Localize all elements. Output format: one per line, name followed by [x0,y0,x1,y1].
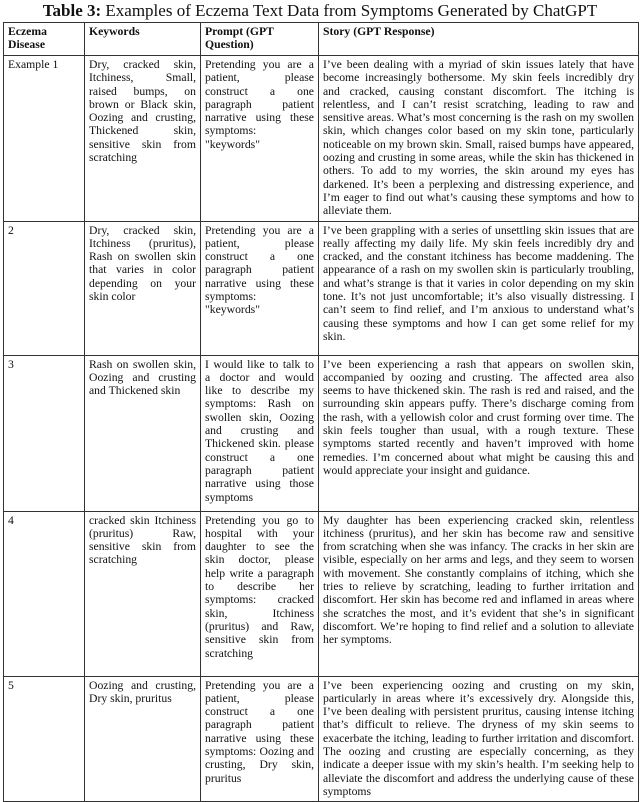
table-row [4,676,639,802]
cell-story: I’ve been experiencing oozing and crusting on my skin, particularly in areas where it’s excessively dry. Alongside this, I’ve been dealing with persistent pruritus, causing intense itching that’s difficult to relieve. The dryness of my skin seems to exacerbate the itching, leading to further irritation and discomfort. The oozing and crusting are especially concerning, as they indicate a deeper issue with my skin’s health. I’m seeking help to alleviate the discomfort and address the underlying cause of these symptoms [319,676,639,802]
table-row [4,355,639,511]
cell-story: My daughter has been experiencing cracked skin, relentless itchiness (pruritus), and her skin has become raw and sensitive from scratching when she was infancy. The cracks in her skin are visible, especially on her arms and legs, and they seem to worsen with movement. She constantly complains of itching, which she tries to relieve by scratching, leading to further irritation and discomfort. Her skin has become red and inflamed in areas where she scratches the most, and it’s evident that she’s in significant discomfort. We’re hoping to find relief and a solution to alleviate her symptoms. [319,511,639,676]
table-row [4,511,639,676]
cell-keywords: Dry, cracked skin, Itchiness (pruritus), Rash on swollen skin that varies in color depending on your skin color [85,221,201,355]
cell-id: 4 [4,511,85,676]
eczema-examples-table [3,22,639,802]
table-label: Table 3: [42,1,102,20]
cell-id: 5 [4,676,85,802]
header-prompt: Prompt (GPT Question) [201,23,319,56]
cell-prompt: Pretending you are a patient, please construct a one paragraph patient narrative using these symptoms: Oozing and crusting, Dry skin, pruritus [201,676,319,802]
table-row [4,221,639,355]
table-row [4,56,639,222]
table-title: Examples of Eczema Text Data from Symptoms Generated by ChatGPT [105,1,598,20]
cell-prompt: I would like to talk to a doctor and would like to describe my symptoms: Rash on swollen skin, Oozing and crusting and Thickened skin. please construct a one paragraph patient narrative using those symptoms [201,355,319,511]
cell-keywords: Dry, cracked skin, Itchiness, Small, raised bumps, on brown or Black skin, Oozing and crusting, Thickened skin, sensitive skin from scratching [85,56,201,222]
header-eczema-disease: Eczema Disease [4,23,85,56]
cell-id: 2 [4,221,85,355]
cell-story: I’ve been grappling with a series of unsettling skin issues that are really affecting my daily life. My skin feels incredibly dry and cracked, and the constant itchiness has become maddening. The appearance of a rash on my swollen skin is particularly troubling, and what’s strange is that it varies in color depending on my skin tone. It’s not just uncomfortable; it’s also visually distressing. I can’t seem to find relief, and I’m anxious to understand what’s causing these symptoms and how I can get some relief for my skin. [319,221,639,355]
header-row [4,23,639,56]
cell-prompt: Pretending you are a patient, please construct a one paragraph patient narrative using these symptoms: "keywords" [201,221,319,355]
header-keywords: Keywords [85,23,201,56]
cell-story: I’ve been dealing with a myriad of skin issues lately that have become increasingly bothersome. My skin feels incredibly dry and cracked, causing constant discomfort. The itching is relentless, and I can’t resist scratching, leading to raw and sensitive areas. What’s most concerning is the rash on my swollen skin, which changes color based on my skin tone, particularly noticeable on my brown skin. Small, raised bumps have appeared, oozing and crusting in some areas, while the skin has thickened in others. To add to my worries, the skin around my eyes has darkened. It’s been a perplexing and distressing experience, and I’m eager to find out what’s causing these symptoms and how to alleviate them. [319,56,639,222]
cell-prompt: Pretending you are a patient, please construct a one paragraph patient narrative using these symptoms: "keywords" [201,56,319,222]
cell-keywords: cracked skin Itchiness (pruritus) Raw, sensitive skin from scratching [85,511,201,676]
table-caption [0,1,640,21]
header-story: Story (GPT Response) [319,23,639,56]
cell-story: I’ve been experiencing a rash that appears on swollen skin, accompanied by oozing and crusting. The affected area also seems to have thickened skin. The rash is red and raised, and the surrounding skin appears puffy. There’s discharge coming from the rash, with a yellowish color and crust forming over time. The skin feels tougher than usual, with a rough texture. These symptoms started recently and haven’t improved with home remedies. I’m concerned about what might be causing this and would appreciate your insight and guidance. [319,355,639,511]
cell-prompt: Pretending you go to hospital with your daughter to see the skin doctor, please help write a paragraph to describe her symptoms: cracked skin, Itchiness (pruritus) and Raw, sensitive skin from scratching [201,511,319,676]
cell-id: Example 1 [4,56,85,222]
cell-keywords: Rash on swollen skin, Oozing and crusting and Thickened skin [85,355,201,511]
cell-id: 3 [4,355,85,511]
cell-keywords: Oozing and crusting, Dry skin, pruritus [85,676,201,802]
